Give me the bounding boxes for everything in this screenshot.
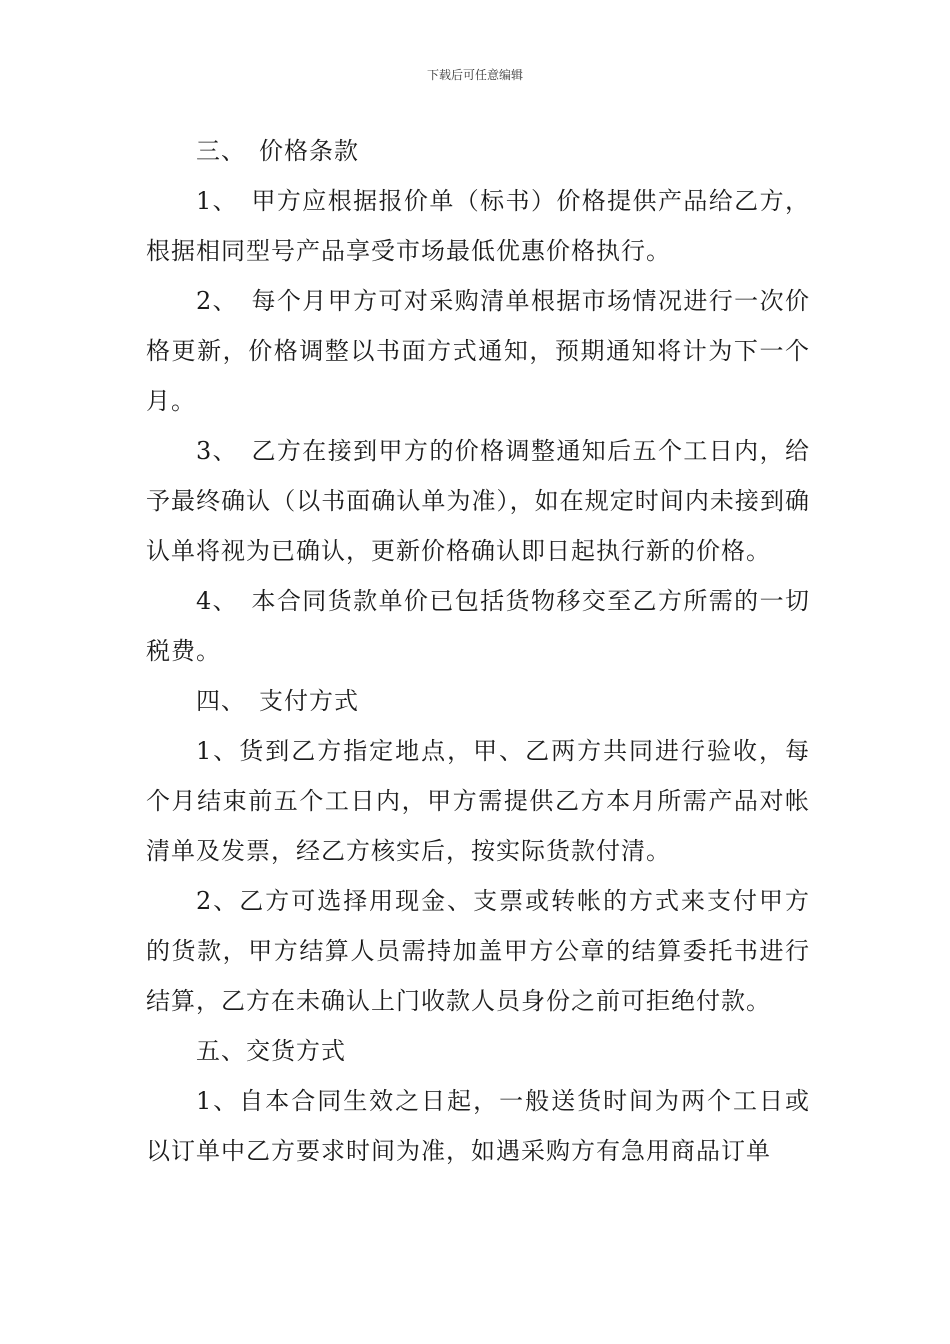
paragraph-price-2: 2、 每个月甲方可对采购清单根据市场情况进行一次价格更新，价格调整以书面方式通知，预期通知将计为下一个月。: [146, 287, 810, 415]
paragraph-price-1: 1、 甲方应根据报价单（标书）价格提供产品给乙方，根据相同型号产品享受市场最低优惠价格执行。: [146, 187, 810, 265]
paragraph-payment-1: 1、货到乙方指定地点，甲、乙两方共同进行验收，每个月结束前五个工日内，甲方需提供乙方本月所需产品对帐清单及发票，经乙方核实后，按实际货款付清。: [146, 737, 810, 865]
paragraph-payment-2: 2、乙方可选择用现金、支票或转帐的方式来支付甲方的货款，甲方结算人员需持加盖甲方公章的结算委托书进行结算，乙方在未确认上门收款人员身份之前可拒绝付款。: [146, 887, 810, 1015]
section-heading-payment: 四、 支付方式: [196, 687, 359, 715]
page-header-note: 下载后可任意编辑: [426, 68, 523, 82]
document-body: [146, 126, 810, 1176]
paragraph-delivery-1: 1、自本合同生效之日起，一般送货时间为两个工日或以订单中乙方要求时间为准，如遇采购方有急用商品订单: [146, 1087, 810, 1165]
paragraph-price-3: 3、 乙方在接到甲方的价格调整通知后五个工日内，给予最终确认（以书面确认单为准），如在规定时间内未接到确认单将视为已确认，更新价格确认即日起执行新的价格。: [146, 437, 810, 565]
paragraph-price-4: 4、 本合同货款单价已包括货物移交至乙方所需的一切税费。: [146, 587, 810, 665]
section-heading-delivery: 五、交货方式: [196, 1037, 346, 1065]
section-heading-price-terms: 三、 价格条款: [196, 137, 359, 165]
